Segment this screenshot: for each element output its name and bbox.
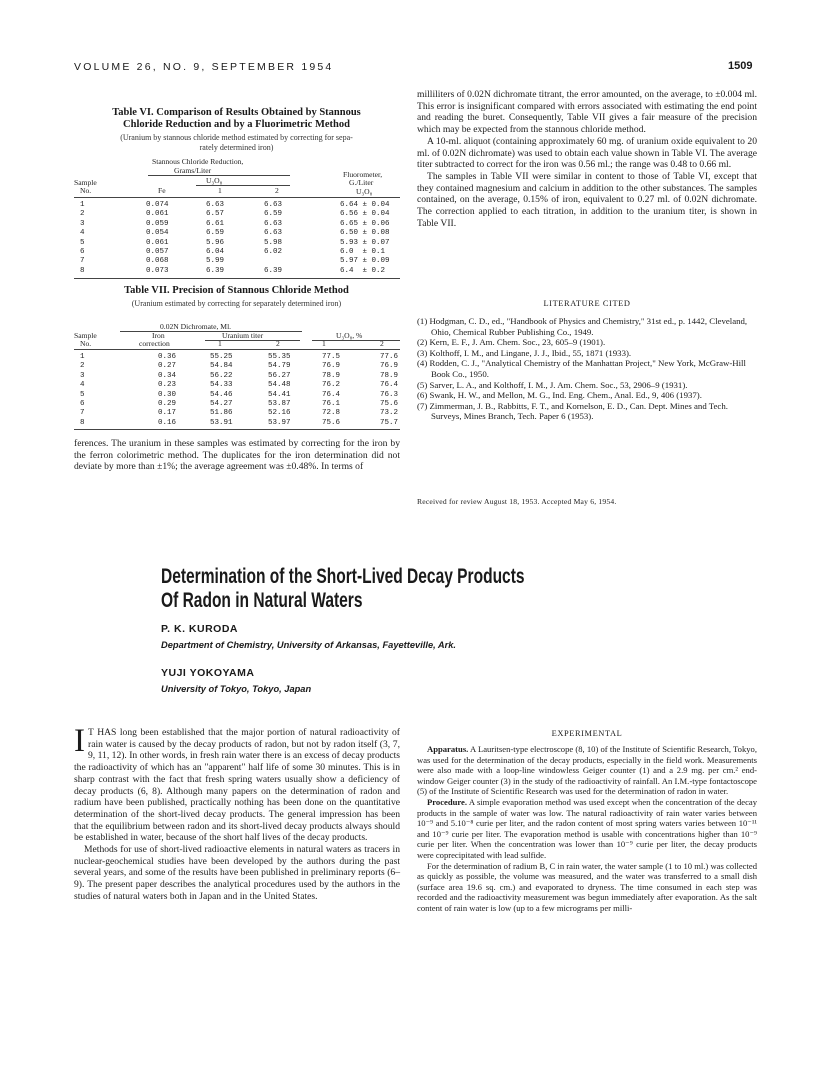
table-7-cell: 73.2	[380, 409, 399, 418]
table-7-cell: 8	[80, 418, 85, 427]
table-7-cell: 54.41	[268, 390, 291, 399]
reference-item: (3) Kolthoff, I. M., and Lingane, J. J., Ibid., 55, 1871 (1933).	[417, 347, 632, 358]
table-6-row	[74, 267, 400, 276]
table-6-cell: 2	[80, 210, 85, 219]
table-6-cell: 0.068	[146, 257, 169, 266]
reference-item: (6) Swank, H. W., and Mellon, M. G., Ind. Eng. Chem., Anal. Ed., 9, 406 (1937).	[417, 390, 702, 401]
table-6-col-2: 2	[275, 186, 279, 195]
table-7-bottom-rule	[74, 429, 400, 430]
table-7-col-2: 2	[276, 339, 280, 348]
table-6-cell: 5.99	[206, 257, 225, 266]
table-7-body	[74, 353, 400, 428]
table-7-cell: 56.22	[210, 371, 233, 380]
table-7-row	[74, 381, 400, 390]
table-7-col-4: 2	[380, 339, 384, 348]
table-7-cell: 0.30	[158, 390, 177, 399]
table-7-cell: 0.36	[158, 353, 177, 361]
table-7-cell: 52.16	[268, 409, 291, 418]
table-7-caption: Table VII. Precision of Stannous Chloride Method	[124, 285, 349, 296]
table-6-cell: 6.61	[206, 219, 225, 228]
table-6-cell: 6.50 ± 0.08	[340, 229, 390, 238]
table-6-u3o8-header: U₃O₈	[206, 176, 223, 185]
table-7-row	[74, 409, 400, 418]
table-6-cell: 6.65 ± 0.06	[340, 219, 390, 228]
table-7-cell: 75.6	[322, 418, 341, 427]
reference-item: (4) Rodden, C. J., "Analytical Chemistry of the Manhattan Project," New York, McGraw-Hill Book Co., 1950.	[417, 358, 746, 379]
table-6-fluor-header-3: U₃O₈	[356, 187, 373, 196]
table-6-cell: 3	[80, 219, 85, 228]
affiliation-2: University of Tokyo, Tokyo, Japan	[161, 684, 312, 694]
table-7-cell: 54.27	[210, 399, 233, 408]
right-paragraph-2: A 10-ml. aliquot (containing approximately 60 mg. of uranium oxide equivalent to 20 ml. of 0.02N dichromate) was used to obtain each value shown in Table VI. The average titer subtracted to correct for the iron was 0.56 ml.; the range was 0.48 to 0.66 ml.	[417, 135, 757, 171]
table-6-row	[74, 248, 400, 257]
table-6-cell: 6.63	[206, 201, 225, 209]
table-7-cell: 78.9	[380, 371, 399, 380]
table-7-cell: 2	[80, 362, 85, 371]
table-7-cell: 77.5	[322, 353, 341, 361]
table-6-cell: 1	[80, 201, 85, 209]
table-7-cell: 7	[80, 409, 85, 418]
reference-item: (1) Hodgman, C. D., ed., "Handbook of Physics and Chemistry," 31st ed., p. 1442, Cleveland, Ohio, Chemical Rubber Publishing Co., 1949.	[417, 316, 748, 337]
table-6-caption-line1: Table VI. Comparison of Results Obtained by Stannous	[112, 107, 361, 118]
table-6-cell: 6.64 ± 0.04	[340, 201, 390, 209]
table-7-cell: 55.25	[210, 353, 233, 361]
table-6-row	[74, 257, 400, 266]
table-6-col-sample-2: No.	[80, 186, 92, 195]
table-6-cell: 5	[80, 238, 85, 247]
table-6-cell: 6.59	[206, 229, 225, 238]
literature-cited-heading: LITERATURE CITED	[543, 299, 631, 308]
intro-paragraph-1	[74, 723, 400, 844]
table-7-cell: 3	[80, 371, 85, 380]
table-6-col-1: 1	[218, 186, 222, 195]
table-6-cell: 5.97 ± 0.09	[340, 257, 390, 266]
table-6-cell: 6.57	[206, 210, 225, 219]
article-title-line1: Determination of the Short-Lived Decay Products	[161, 565, 525, 588]
table-6-col-sample-1: Sample	[74, 178, 97, 187]
table-6-cell: 0.061	[146, 210, 169, 219]
references-list	[417, 316, 757, 422]
table-7-group-header: 0.02N Dichromate, Ml.	[160, 322, 232, 331]
table-7-cell: 54.46	[210, 390, 233, 399]
table-7-cell: 1	[80, 353, 85, 361]
table-6-subcaption-line1: (Uranium by stannous chloride method estimated by correcting for sepa-	[120, 133, 353, 142]
intro-paragraph-1-text: T HAS long been established that the major portion of natural radioactivity of rain water is caused by the decay products of radon, but not by radon itself (3, 7, 9, 11, 12). In other words, in fresh rain water there is an excess of decay products the radioactivity of which has an "apparent" half life of some 30 minutes. This is in sharp contrast with the fact that fresh spring waters usually show a deficiency of decay products (6, 8). Although many papers on the determination of radon and radium have been published, practically nothing has been done on the quantitative determination of the short-lived decay products. The general impression has been that the equilibrium between radon and its short-lived decay products always should be established in water, because of the short half lives of the decay products.	[74, 727, 400, 844]
received-note: Received for review August 18, 1953. Accepted May 6, 1954.	[417, 497, 617, 506]
table-7-cell: 54.48	[268, 381, 291, 390]
table-6-cell: 0.054	[146, 229, 169, 238]
reference-item: (2) Kern, E. F., J. Am. Chem. Soc., 23, 605–9 (1901).	[417, 337, 606, 348]
table-6-caption-line2: Chloride Reduction and by a Fluorimetric Method	[123, 119, 350, 130]
table-7-cell: 76.4	[322, 390, 341, 399]
table-7-cell: 54.79	[268, 362, 291, 371]
table-6-cell: 6.0 ± 0.1	[340, 247, 386, 256]
article-title-line2: Of Radon in Natural Waters	[161, 589, 363, 612]
table-7-cell: 75.6	[380, 399, 399, 408]
table-6-row	[74, 201, 400, 210]
table-7-cell: 75.7	[380, 418, 399, 427]
table-6-cell: 6	[80, 247, 85, 256]
table-7-col-3: 1	[322, 339, 326, 348]
table-6-cell: 0.061	[146, 238, 169, 247]
table-7-subcaption: (Uranium estimated by correcting for separately determined iron)	[131, 299, 342, 308]
radium-paragraph: For the determination of radium B, C in rain water, the water sample (1 to 10 ml.) was collected as quickly as possible, the volume was measured, and the water was transferred to a small dish (surface area 19.6 sq. cm.) and evaporated to dryness. The time consumed in each step was recorded and the radioactivity measurement was begun immediately after evaporation. As the salt content of rain water is low (up to a few micrograms per milli-	[417, 860, 757, 913]
table-6-fluor-header-1: Fluorometer,	[343, 170, 383, 179]
table-6	[74, 107, 399, 152]
table-7-cell: 0.34	[158, 371, 177, 380]
table-7-col-correction: correction	[139, 339, 170, 348]
table-7-row	[74, 353, 400, 362]
table-7-cell: 78.9	[322, 371, 341, 380]
table-7-cell: 76.4	[380, 381, 399, 390]
table-6-cell: 6.4 ± 0.2	[340, 266, 386, 275]
reference-item: (5) Sarver, L. A., and Kolthoff, I. M., J. Am. Chem. Soc., 53, 2906–9 (1931).	[417, 379, 688, 390]
table-7-header-rule	[74, 349, 400, 350]
table-7-row	[74, 400, 400, 409]
table-6-cell: 0.057	[146, 247, 169, 256]
procedure-paragraph	[417, 797, 757, 861]
table-6-cell: 6.63	[264, 201, 283, 209]
affiliation-1: Department of Chemistry, University of Arkansas, Fayetteville, Ark.	[161, 640, 457, 650]
table-6-cell: 7	[80, 257, 85, 266]
table-7-col-iron: Iron	[152, 331, 165, 340]
experimental-text	[417, 744, 757, 914]
table-7	[74, 285, 399, 309]
table-7-cell: 54.33	[210, 381, 233, 390]
author-1: P. K. KURODA	[161, 623, 238, 635]
table-7-col-1: 1	[218, 339, 222, 348]
table-6-cell: 4	[80, 229, 85, 238]
table-7-cell: 76.9	[322, 362, 341, 371]
table-7-cell: 76.2	[322, 381, 341, 390]
table-7-cell: 53.97	[268, 418, 291, 427]
apparatus-label: Apparatus.	[427, 744, 469, 754]
drop-cap: I	[74, 723, 85, 759]
experimental-heading: EXPERIMENTAL	[551, 729, 623, 738]
table-6-cell: 6.63	[264, 229, 283, 238]
table-6-cell: 6.39	[206, 266, 225, 275]
table-7-cell: 5	[80, 390, 85, 399]
table-7-cell: 55.35	[268, 353, 291, 361]
table-6-row	[74, 239, 400, 248]
table-6-body	[74, 201, 400, 276]
journal-header: VOLUME 26, NO. 9, SEPTEMBER 1954	[74, 61, 334, 73]
table-6-cell: 6.59	[264, 210, 283, 219]
right-column-text	[417, 89, 757, 229]
table-6-row	[74, 220, 400, 229]
procedure-text: A simple evaporation method was used except when the concentration of the decay products in the sample of water was low. The natural radioactivity of rain water varies between 10⁻⁹ and 5.10⁻⁸ curie per liter, and the radon content of most spring waters varies between 10⁻¹¹ and 10⁻⁹ curie per liter. The evaporation method is usable with concentrations higher than 10⁻⁹ curie per liter. When the concentration was lower than 10⁻⁹ curie per liter, the decay products were coprecipitated with lead sulfide.	[417, 796, 757, 860]
table-7-cell: 76.1	[322, 399, 341, 408]
table-7-col-u3o8: U₃O₈, %	[336, 331, 363, 340]
table-7-row	[74, 362, 400, 371]
table-6-cell: 6.02	[264, 247, 283, 256]
table-7-row	[74, 419, 400, 428]
table-7-cell: 53.87	[268, 399, 291, 408]
table-7-cell: 0.27	[158, 362, 177, 371]
table-6-col-fe: Fe	[158, 186, 166, 195]
right-paragraph-3: The samples in Table VII were similar in content to those of Table VI, except that they contained magnesium and calcium in addition to the other substances. The samples contained, on the average, 0.15% of iron, equivalent to 0.27 ml. of 0.02N dichromate. The correction applied to each titration, in addition to the uranium titer, is shown in Table VII.	[417, 170, 757, 229]
table-6-header-rule	[74, 197, 400, 198]
table-6-group-header-2: Grams/Liter	[174, 166, 212, 175]
table-7-cell: 0.17	[158, 409, 177, 418]
apparatus-text: A Lauritsen-type electroscope (8, 10) of the Institute of Scientific Research, Tokyo, was used for the determination of the decay products, especially in the field work. Measurements were also made with a loop-line windowless Geiger counter (1) and a 2.9 mg. per cm.² end-window Geiger counter (3) in the study of the radioactivity of rainfall. An I.M.-type fontactoscope (5) of the Institute of Scientific Research was used for the determination of radon in water.	[417, 744, 757, 797]
table-7-cell: 77.6	[380, 353, 399, 361]
table-6-group-header-1: Stannous Chloride Reduction,	[152, 157, 244, 166]
apparatus-paragraph	[417, 744, 757, 797]
table-7-cell: 53.91	[210, 418, 233, 427]
table-7-cell: 0.23	[158, 381, 177, 390]
table-7-cell: 51.86	[210, 409, 233, 418]
table-6-cell: 6.63	[264, 219, 283, 228]
table-7-group-rule	[120, 331, 302, 332]
intro-text	[74, 723, 400, 903]
table-6-cell: 0.059	[146, 219, 169, 228]
reference-item: (7) Zimmerman, J. B., Rabbitts, F. T., and Kornelson, E. D., Can. Dept. Mines and Tech. Surveys, Mines Branch, Tech. Paper 6 (1953).	[417, 400, 728, 422]
table-6-row	[74, 229, 400, 238]
page-number: 1509	[728, 60, 753, 72]
table-6-subcaption-line2: rately determined iron)	[199, 142, 274, 152]
table-7-cell: 0.16	[158, 418, 177, 427]
left-continuation-text: ferences. The uranium in these samples was estimated by correcting for the iron by the ferron colorimetric method. The duplicates for the iron determination did not deviate by more than ±1%; the average agreement was ±0.48%. In terms of	[74, 438, 400, 473]
table-6-bottom-rule	[74, 278, 400, 279]
table-7-cell: 6	[80, 399, 85, 408]
table-7-cell: 4	[80, 381, 85, 390]
table-7-cell: 76.3	[380, 390, 399, 399]
table-7-row	[74, 391, 400, 400]
table-6-cell: 6.56 ± 0.04	[340, 210, 390, 219]
author-2: YUJI YOKOYAMA	[161, 667, 255, 679]
table-6-cell: 5.98	[264, 238, 283, 247]
table-6-cell: 6.39	[264, 266, 283, 275]
right-paragraph-1: milliliters of 0.02N dichromate titrant, the error amounted, on the average, to ±0.004 ml. This error is insignificant compared with errors associated with estimating the end point and reading the buret. Consequently, Table VII gives a fair measure of the precision which may be expected from the stannous chloride method.	[417, 89, 757, 136]
table-6-fluor-header-2: G./Liter	[349, 178, 374, 187]
table-7-cell: 76.9	[380, 362, 399, 371]
table-7-row	[74, 372, 400, 381]
table-7-col-sample-2: No.	[80, 339, 92, 348]
table-7-cell: 56.27	[268, 371, 291, 380]
table-6-row	[74, 210, 400, 219]
table-7-cell: 54.84	[210, 362, 233, 371]
table-6-cell: 6.04	[206, 247, 225, 256]
table-6-cell: 0.074	[146, 201, 169, 209]
table-6-cell: 5.93 ± 0.07	[340, 238, 390, 247]
table-7-cell: 0.29	[158, 399, 177, 408]
intro-paragraph-2: Methods for use of short-lived radioactive elements in natural waters as tracers in nuclear-geochemical studies have been developed by the authors during the past several years, and some of the results have been published in preliminary reports (6–9). The present paper describes the analytical procedures used by the authors in the studies of natural waters both in Japan and in the United States.	[74, 844, 400, 902]
table-7-col-utiter: Uranium titer	[222, 331, 264, 340]
table-7-cell: 72.8	[322, 409, 341, 418]
table-6-cell: 0.073	[146, 266, 169, 275]
table-6-cell: 5.96	[206, 238, 225, 247]
table-6-cell: 8	[80, 266, 85, 275]
procedure-label: Procedure.	[427, 796, 468, 807]
table-7-col-sample-1: Sample	[74, 331, 97, 340]
